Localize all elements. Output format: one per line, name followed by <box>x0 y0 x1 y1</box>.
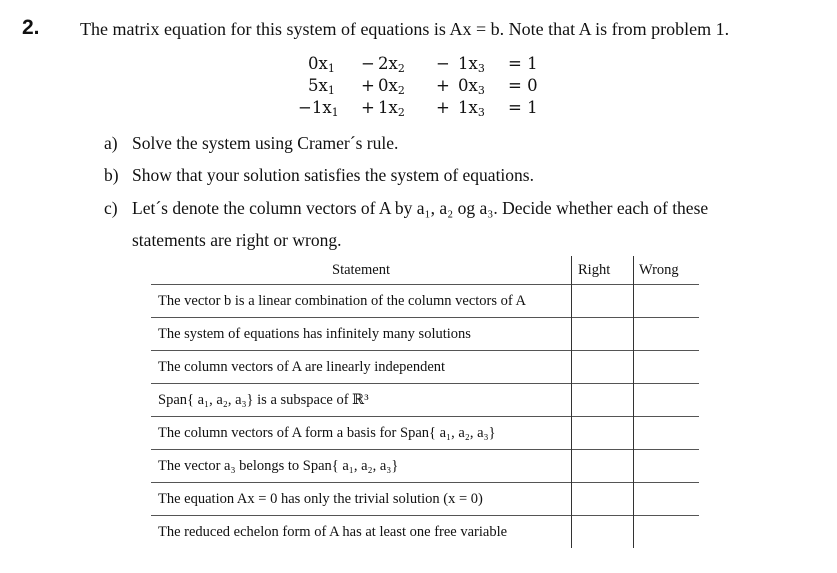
wrong-cell[interactable] <box>634 516 700 549</box>
table-row <box>151 450 699 483</box>
header-right: Right <box>572 256 634 285</box>
item-label: a) <box>104 133 118 153</box>
table-row <box>151 318 699 351</box>
coef-2: 1x <box>378 98 398 117</box>
table-row <box>151 285 699 318</box>
statement-text: The vector b is a linear combination of the column vectors of A <box>151 285 572 318</box>
wrong-cell[interactable] <box>634 417 700 450</box>
statement-text: The equation Ax = 0 has only the trivial solution (x = 0) <box>151 483 572 516</box>
table-row <box>151 351 699 384</box>
statements-table <box>151 256 699 548</box>
item-b <box>104 165 534 186</box>
table-header-row <box>151 256 699 285</box>
right-cell[interactable] <box>572 384 634 417</box>
table-row <box>151 384 699 417</box>
wrong-cell[interactable] <box>634 483 700 516</box>
rhs: = 1 <box>508 98 538 117</box>
sign-2: − <box>436 54 450 73</box>
item-c-continuation: statements are right or wrong. <box>132 230 342 250</box>
equation-row: $5x_1$ + $0x_2$ + $0x_3$ = 0 <box>308 76 538 97</box>
coef-1: 0x <box>308 54 328 73</box>
sign-1: + <box>361 98 375 117</box>
sign-1: + <box>361 76 375 95</box>
statement-text: The system of equations has infinitely many solutions <box>151 318 572 351</box>
right-cell[interactable] <box>572 516 634 549</box>
coef-2: 2x <box>378 54 398 73</box>
sign-2: + <box>436 76 450 95</box>
wrong-cell[interactable] <box>634 351 700 384</box>
coef-2: 0x <box>378 76 398 95</box>
item-text: Solve the system using Cramer´s rule. <box>132 133 399 153</box>
wrong-cell[interactable] <box>634 450 700 483</box>
problem-intro: The matrix equation for this system of equations is Ax = b. Note that A is from problem 1. <box>80 19 730 39</box>
statement-text: The column vectors of A form a basis for Span{ a₁, a₂, a₃} <box>151 417 572 450</box>
wrong-cell[interactable] <box>634 285 700 318</box>
equation-row: $-1x_1$ + $1x_2$ + $1x_3$ = 1 <box>298 98 538 119</box>
coef-3: 1x <box>458 54 478 73</box>
coef-3: 0x <box>458 76 478 95</box>
right-cell[interactable] <box>572 285 634 318</box>
right-cell[interactable] <box>572 351 634 384</box>
table-row <box>151 483 699 516</box>
item-text: Let´s denote the column vectors of A by a₁, a₂ og a₃. Decide whether each of these <box>132 198 709 218</box>
item-text: Show that your solution satisfies the system of equations. <box>132 165 534 185</box>
header-statement: Statement <box>332 261 390 278</box>
sign-2: + <box>436 98 450 117</box>
header-wrong: Wrong <box>634 256 700 285</box>
problem-number: 2. <box>22 16 40 39</box>
rhs: = 0 <box>508 76 538 95</box>
statement-text: The column vectors of A are linearly independent <box>151 351 572 384</box>
table-row <box>151 516 699 549</box>
item-c <box>104 198 708 219</box>
sign-1: − <box>361 54 375 73</box>
statement-text: The reduced echelon form of A has at least one free variable <box>151 516 572 549</box>
right-cell[interactable] <box>572 483 634 516</box>
right-cell[interactable] <box>572 318 634 351</box>
right-cell[interactable] <box>572 417 634 450</box>
equation-row: $0x_1$ − $2x_2$ − $1x_3$ = 1 <box>308 54 538 75</box>
table-row <box>151 417 699 450</box>
statement-text: The vector a₃ belongs to Span{ a₁, a₂, a₃} <box>151 450 572 483</box>
coef-1: −1x <box>298 98 332 117</box>
item-label: c) <box>104 198 118 218</box>
coef-1: 5x <box>308 76 328 95</box>
wrong-cell[interactable] <box>634 318 700 351</box>
right-cell[interactable] <box>572 450 634 483</box>
coef-3: 1x <box>458 98 478 117</box>
item-label: b) <box>104 165 119 185</box>
item-a <box>104 133 398 154</box>
equation-system <box>298 54 548 120</box>
statement-text: Span{ a₁, a₂, a₃} is a subspace of ℝ³ <box>151 384 572 417</box>
wrong-cell[interactable] <box>634 384 700 417</box>
rhs: = 1 <box>508 54 538 73</box>
